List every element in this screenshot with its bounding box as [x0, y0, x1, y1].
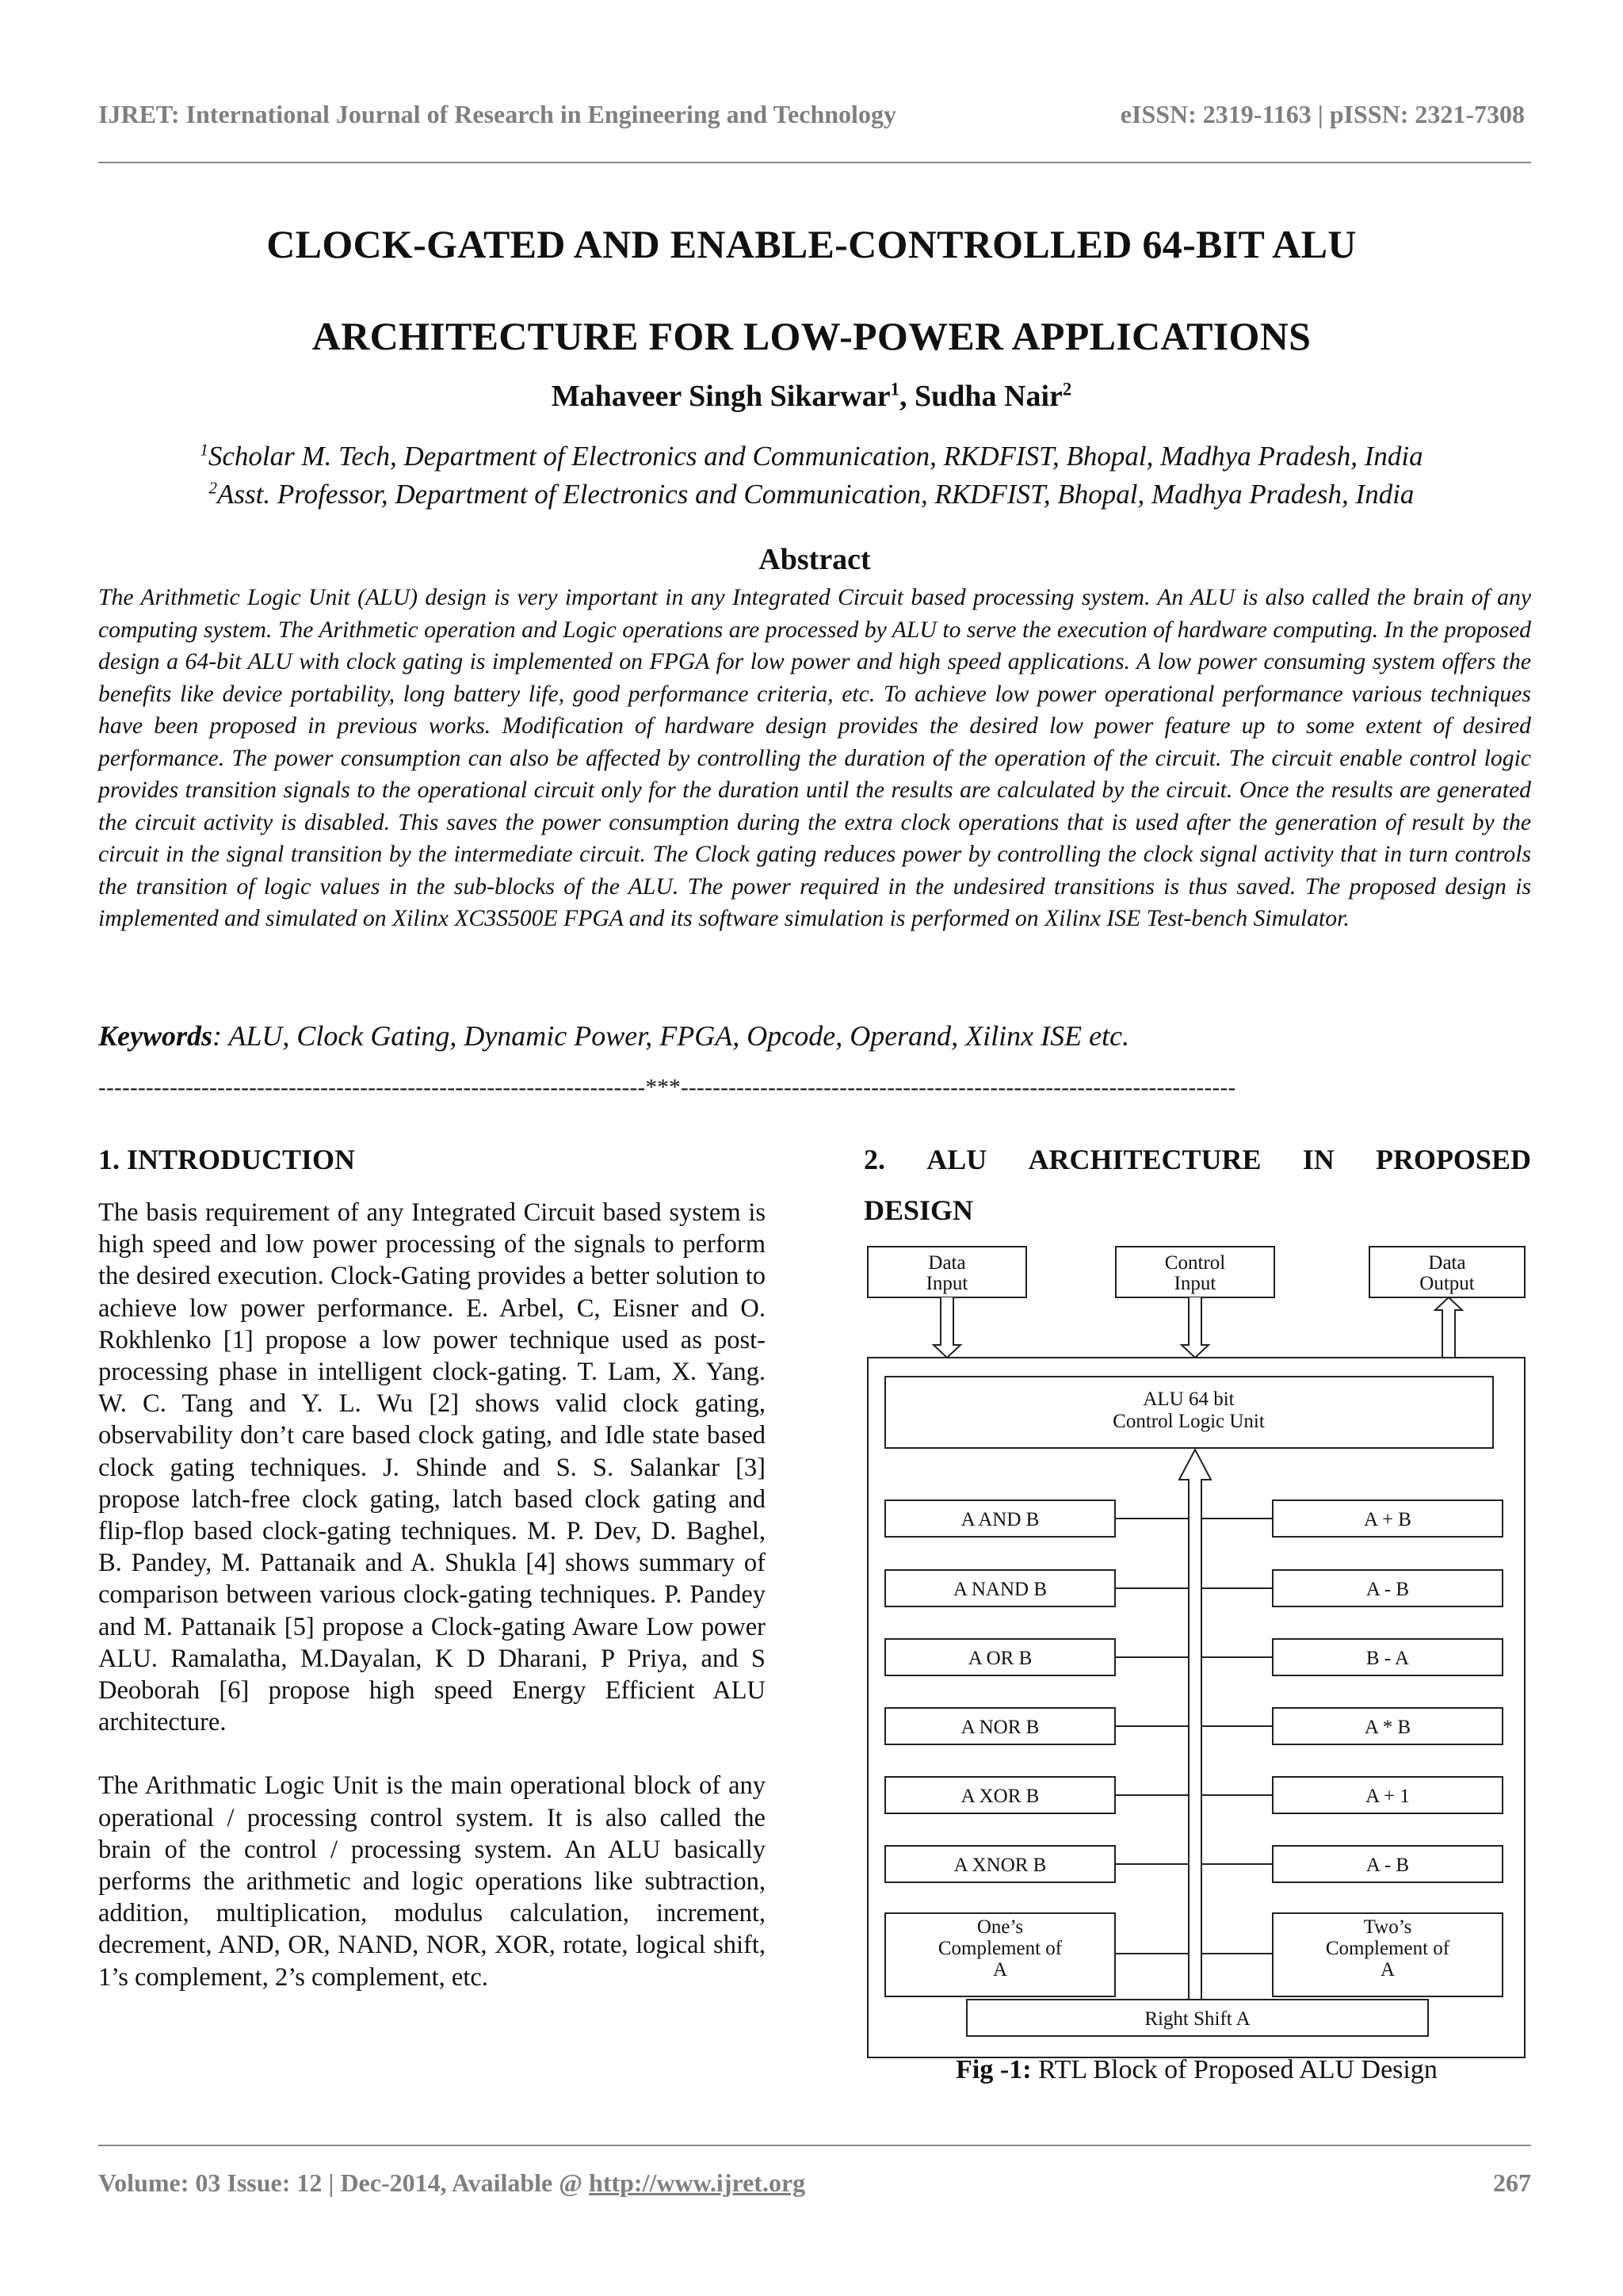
section-2-heading-word: PROPOSED [1375, 1144, 1531, 1175]
control-unit-label-2: Control Logic Unit [1113, 1411, 1265, 1432]
figure-caption [864, 2055, 1529, 2085]
left-block-label: A XOR B [960, 1786, 1040, 1807]
left-block-label: A NAND B [953, 1579, 1048, 1600]
section-1-heading: 1. INTRODUCTION [98, 1144, 356, 1175]
section-separator: ---------------------------------------------------------------------***---------------------------------------------------------------------- [98, 1075, 1236, 1100]
affiliation-1-text: Scholar M. Tech, Department of Electronics and Communication, RKDFIST, Bhopal, Madhya Pradesh, India [208, 441, 1423, 472]
abstract-heading: Abstract [758, 543, 871, 576]
control-input-label-1: Control [1164, 1252, 1226, 1274]
data-output-label-1: Data [1428, 1252, 1466, 1274]
affiliation-2-text: Asst. Professor, Department of Electronics and Communication, RKDFIST, Bhopal, Madhya Pradesh, India [217, 479, 1415, 510]
keywords-label: Keywords [98, 1020, 212, 1052]
paper-title [98, 198, 1525, 382]
section-2-heading-word: ARCHITECTURE [1028, 1144, 1262, 1175]
left-block-label: A NOR B [960, 1717, 1040, 1738]
left-block-label: A AND B [960, 1509, 1040, 1530]
ones-complement-label-2: Complement of [938, 1938, 1063, 1959]
author-separator: , [899, 380, 915, 413]
page-footer [98, 2168, 1531, 2198]
affiliation-1 [98, 437, 1525, 476]
right-block-label: A * B [1364, 1717, 1411, 1738]
data-output-arrow [1435, 1297, 1462, 1358]
left-block-label: A OR B [968, 1648, 1033, 1669]
twos-complement-label-3: A [1380, 1959, 1396, 1981]
section-2-heading-line-1 [864, 1143, 1531, 1176]
control-unit-label-1: ALU 64 bit [1143, 1389, 1235, 1410]
right-shift-label: Right Shift A [1144, 2008, 1251, 2030]
alu-diagram-svg [864, 1240, 1529, 2065]
affiliation-2 [98, 476, 1525, 514]
keywords-text: : ALU, Clock Gating, Dynamic Power, FPGA, Opcode, Operand, Xilinx ISE etc. [212, 1020, 1130, 1052]
right-block-label: A - B [1365, 1855, 1410, 1876]
title-line-1: CLOCK-GATED AND ENABLE-CONTROLLED 64-BIT ALU [266, 222, 1357, 266]
twos-complement-label-2: Complement of [1325, 1938, 1450, 1959]
right-block-label: A - B [1365, 1579, 1410, 1600]
section-2-heading-word: 2. [864, 1144, 885, 1175]
section-2-heading-word: IN [1302, 1144, 1335, 1175]
right-block-label: A + B [1364, 1509, 1411, 1530]
caption-text: RTL Block of Proposed ALU Design [1031, 2055, 1438, 2084]
data-output-label-2: Output [1419, 1273, 1475, 1294]
footer-rule [98, 2145, 1531, 2146]
author-1-sup: 1 [890, 379, 899, 399]
section-2-heading [864, 1143, 1531, 1227]
ones-complement-label-3: A [992, 1959, 1008, 1981]
twos-complement-label-1: Two’s [1363, 1916, 1412, 1938]
section-1-body [98, 1197, 766, 2025]
control-input-label-2: Input [1174, 1273, 1216, 1294]
ones-complement-label-1: One’s [976, 1916, 1024, 1938]
page-number: 267 [1493, 2168, 1531, 2197]
section-2-heading-line-2: DESIGN [864, 1194, 974, 1226]
data-input-label-1: Data [928, 1252, 966, 1274]
author-2: Sudha Nair [914, 380, 1063, 413]
affiliation-1-sup: 1 [200, 440, 208, 460]
control-input-arrow [1182, 1297, 1209, 1358]
title-line-2: ARCHITECTURE FOR LOW-POWER APPLICATIONS [311, 314, 1312, 358]
keywords [98, 1019, 1531, 1052]
author-list [98, 379, 1525, 414]
intro-paragraph-2: The Arithmatic Logic Unit is the main operational block of any operational / processing control system. It is also called the brain of the control / processing system. An ALU basically performs the arithmetic and logic operations like subtraction, addition, multiplication, modulus calculation, increment, decrement, AND, OR, NAND, NOR, XOR, rotate, logical shift, 1’s complement, 2’s complement, etc. [98, 1771, 766, 1992]
intro-paragraph-1: The basis requirement of any Integrated Circuit based system is high speed and low power processing of the signals to perform the desired execution. Clock-Gating provides a better solution to achieve low power performance. E. Arbel, C, Eisner and O. Rokhlenko [1] propose a low power technique used as post-processing phase in intelligent clock-gating. T. Lam, X. Yang. W. C. Tang and Y. L. Wu [2] shows valid clock gating, observability don’t care based clock gating, and Idle state based clock gating techniques. J. Shinde and S. S. Salankar [3] propose latch-free clock gating, latch based clock gating and flip-flop based clock-gating techniques. M. P. Dev, D. Baghel, B. Pandey, M. Pattanaik and A. Shukla [4] shows summary of comparison between various clock-gating techniques. P. Pandey and M. Pattanaik [5] propose a Clock-gating Aware Low power ALU. Ramalatha, M.Dayalan, K D Dharani, P Priya, and S Deoborah [6] propose high speed Energy Efficient ALU architecture. [98, 1198, 766, 1737]
alu-block-diagram [864, 1240, 1529, 2073]
abstract-text: The Arithmetic Logic Unit (ALU) design is very important in any Integrated Circuit based processing system. An ALU is also called the brain of any computing system. The Arithmetic operation and Logic operations are processed by ALU to serve the execution of hardware computing. In the proposed design a 64-bit ALU with clock gating is implemented on FPGA for low power and high speed applications. A low power consuming system offers the benefits like device portability, long battery life, good performance criteria, etc. To achieve low power operational performance various techniques have been proposed in previous works. Modification of hardware design provides the desired low power feature up to some extent of desired performance. The power consumption can also be affected by controlling the duration of the operation of the circuit. The circuit enable control logic provides transition signals to the operational circuit only for the duration until the results are calculated by the circuit. Once the results are generated the circuit activity is disabled. This saves the power consumption during the extra clock operations that is used after the generation of result by the circuit in the signal transition by the intermediate circuit. The Clock gating reduces power by controlling the clock signal activity that in turn controls the transition of logic values in the sub-blocks of the ALU. The power required in the undesired transitions is thus saved. The proposed design is implemented and simulated on Xilinx XC3S500E FPGA and its software simulation is performed on Xilinx ISE Test-bench Simulator. [98, 585, 1531, 931]
issn-info: eISSN: 2319-1163 | pISSN: 2321-7308 [1120, 100, 1525, 128]
header-rule [98, 162, 1531, 163]
footer-volume-info: Volume: 03 Issue: 12 | Dec-2014, Available @ [98, 2168, 590, 2197]
left-block-label: A XNOR B [953, 1855, 1047, 1876]
author-2-sup: 2 [1062, 379, 1072, 399]
author-1: Mahaveer Singh Sikarwar [551, 380, 891, 413]
caption-label: Fig -1: [956, 2055, 1032, 2084]
right-block-label: A + 1 [1365, 1786, 1410, 1807]
data-input-arrow [934, 1297, 960, 1358]
affiliations [98, 437, 1525, 514]
running-header [98, 94, 1525, 138]
affiliation-2-sup: 2 [208, 478, 218, 498]
data-input-label-2: Input [926, 1273, 968, 1294]
journal-name: IJRET: International Journal of Research in Engineering and Technology [98, 100, 896, 128]
section-2-heading-word: ALU [926, 1144, 987, 1175]
right-block-label: B - A [1365, 1648, 1410, 1669]
journal-link[interactable]: http://www.ijret.org [589, 2168, 806, 2197]
